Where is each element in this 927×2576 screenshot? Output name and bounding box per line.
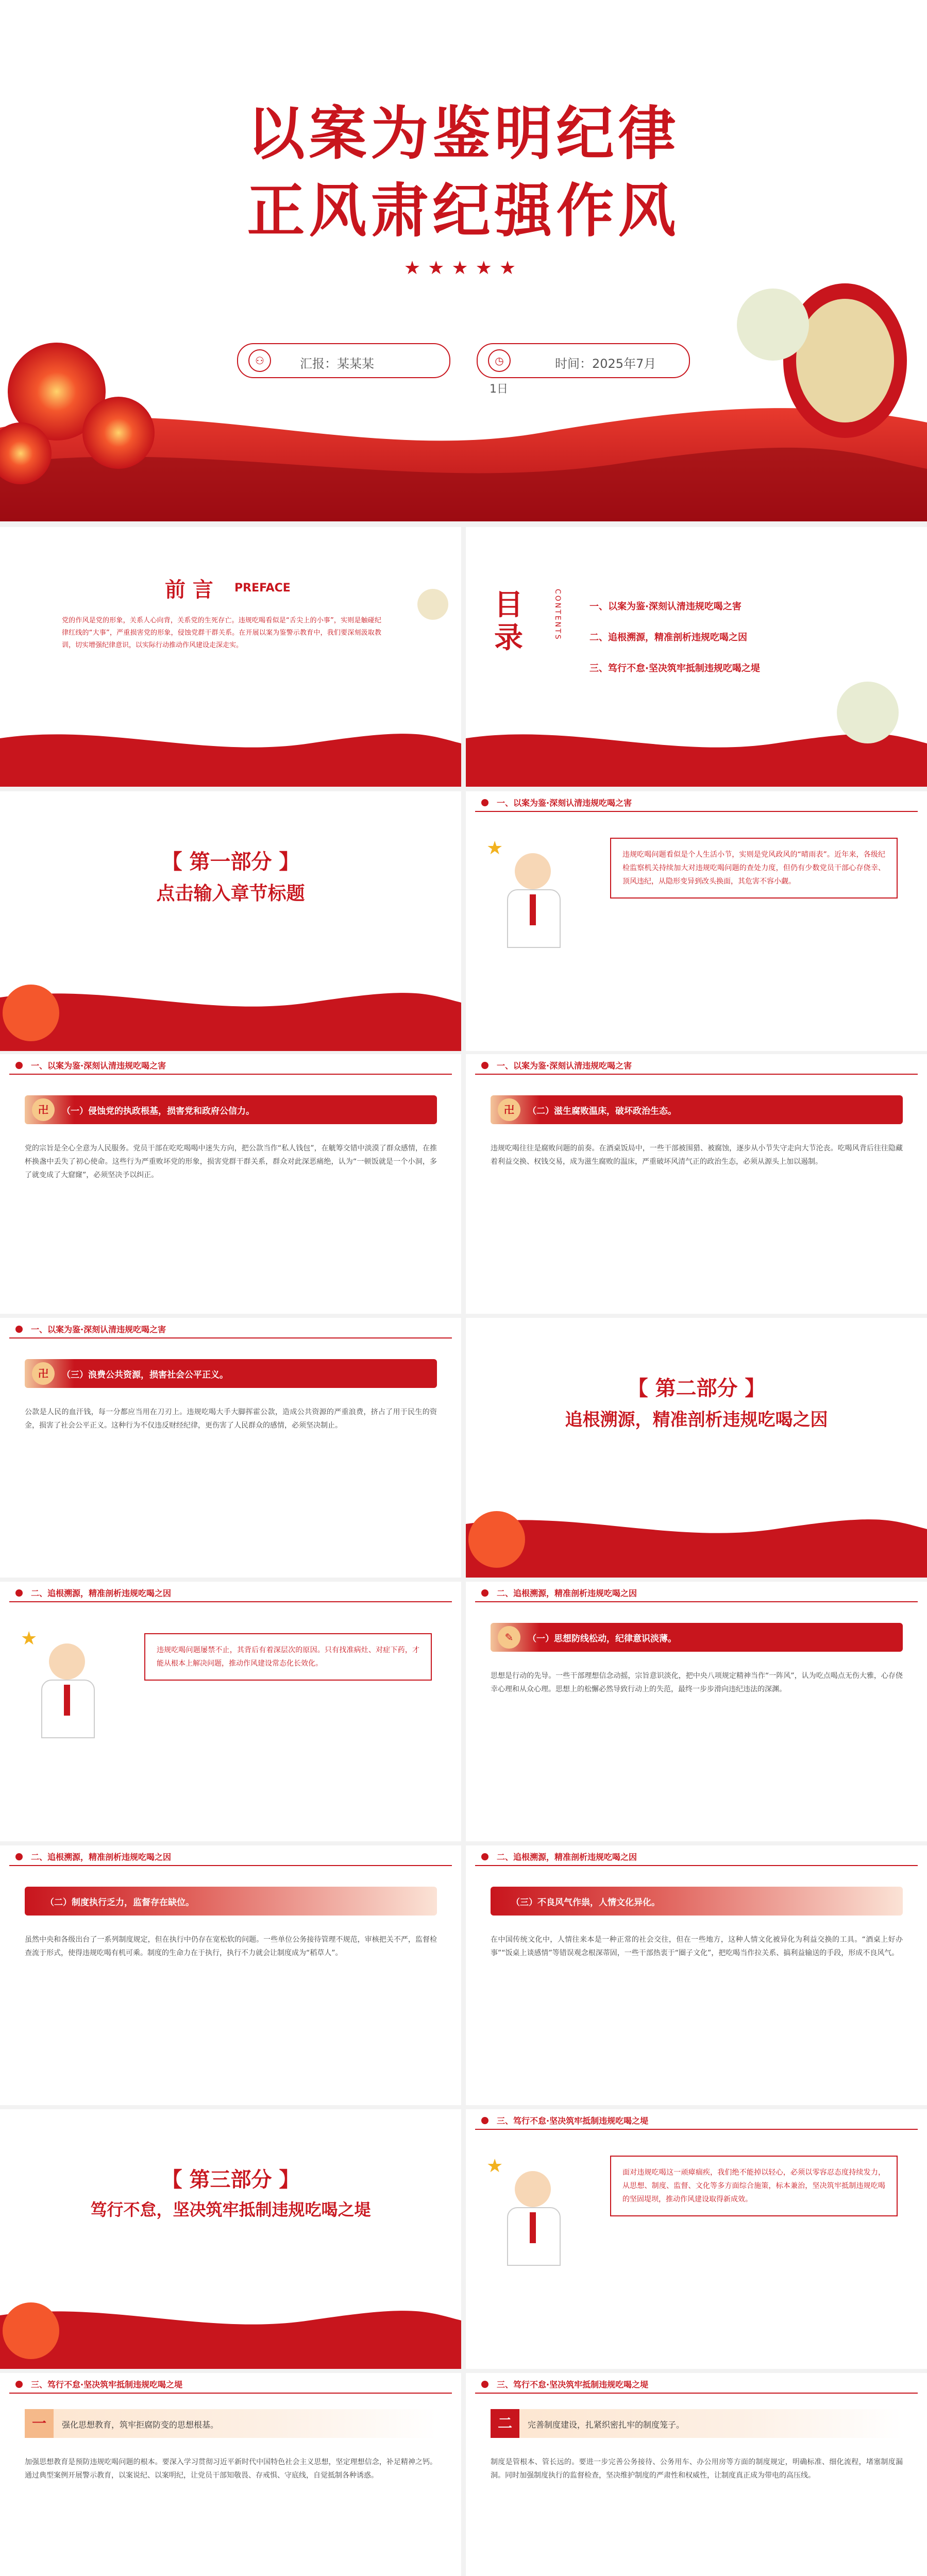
- header-rule: [9, 1337, 452, 1338]
- header-title: 三、笃行不怠·坚决筑牢抵制违规吃喝之堤: [497, 2116, 649, 2126]
- section-body: 思想是行动的先导。一些干部理想信念动摇，宗旨意识淡化，把中央八项规定精神当作“一阵风”，认为吃点喝点无伤大雅，心存侥幸心理和从众心理。思想上的松懈必然导致行动上的失范，最终一步步滑向违纪违法的深渊。: [491, 1672, 903, 1693]
- part2-label: 【 第二部分 】: [627, 1377, 766, 1400]
- ribbon-art: [0, 527, 461, 787]
- section-bar-title: （一）思想防线松动，纪律意识淡薄。: [528, 1634, 677, 1644]
- part-art: [466, 1318, 927, 1578]
- section-bar-title: （三）不良风气作祟，人情文化异化。: [511, 1897, 660, 1908]
- tab-title: 强化思想教育，筑牢拒腐防变的思想根基。: [62, 2420, 219, 2430]
- cover-slide: [0, 0, 927, 521]
- header-bullet-icon: [481, 1062, 488, 1069]
- toc-art: [466, 527, 927, 787]
- cover-title-line2: 正风肃纪强作风: [247, 177, 680, 245]
- cover-title-line1: 以案为鉴明纪律: [247, 100, 680, 167]
- header-bullet-icon: [481, 799, 488, 806]
- part1-label: 【 第一部分 】: [161, 850, 300, 874]
- slide-header: [466, 1845, 927, 1866]
- intro-note: 违规吃喝问题看似是个人生活小节，实则是党风政风的“晴雨表”。近年来，各级纪检监察机关持续加大对违规吃喝问题的查处力度，但仍有少数党员干部心存侥幸、顶风违纪，从隐形变异到改头换面，其危害不容小觑。: [610, 838, 898, 899]
- header-bullet-icon: [481, 2381, 488, 2388]
- star-icon: ★: [486, 2156, 503, 2177]
- section-bar: [25, 1887, 437, 1916]
- star-icon: ★: [21, 1628, 38, 1649]
- slide-header: [0, 1318, 461, 1338]
- part1-subtitle: 点击输入章节标题: [156, 883, 305, 904]
- header-title: 一、以案为鉴·深刻认清违规吃喝之害: [31, 1061, 166, 1071]
- tab-title: 完善制度建设，扎紧织密扎牢的制度笼子。: [528, 2420, 685, 2430]
- header-rule: [475, 2129, 918, 2130]
- preface-title-en: PREFACE: [234, 582, 291, 595]
- header-bullet-icon: [481, 2117, 488, 2124]
- s3-a-slide: [0, 2373, 461, 2576]
- section-bar: [491, 1887, 903, 1916]
- preface-body: 党的作风是党的形象，关系人心向背，关系党的生死存亡。违规吃喝看似是“舌尖上的小事”，实则是触碰纪律红线的“大事”，严重损害党的形象，侵蚀党群干群关系。在开展以案为鉴警示教育中，我们要深刻汲取教训，切实增强纪律意识，以实际行动推动作风建设走深走实。: [62, 617, 381, 649]
- slide-header: [0, 2373, 461, 2394]
- section-bar-title: （一）侵蚀党的执政根基，损害党和政府公信力。: [62, 1106, 255, 1116]
- character-illustration: [486, 838, 569, 946]
- slide-header: [0, 1054, 461, 1075]
- preface-title: 前 言: [165, 578, 213, 602]
- toc-item-2[interactable]: 二、追根溯源，精准剖析违规吃喝之因: [589, 632, 747, 643]
- header-title: 二、追根溯源，精准剖析违规吃喝之因: [31, 1588, 172, 1598]
- user-icon: ⚇: [248, 349, 271, 372]
- s3-intro-slide: [466, 2109, 927, 2369]
- badge-icon: 卍: [32, 1362, 55, 1385]
- s2-intro-slide: [0, 1582, 461, 1841]
- badge-icon: ✎: [498, 1626, 520, 1649]
- section-body: 虽然中央和各级出台了一系列制度规定，但在执行中仍存在宽松软的问题。一些单位公务接待管理不规范，审核把关不严，监督检查流于形式，使得违规吃喝有机可乘。制度的生命力在于执行，执行不力就会让制度成为“稻草人”。: [25, 1936, 437, 1957]
- section-bar-title: （二）制度执行乏力，监督存在缺位。: [45, 1897, 194, 1908]
- header-bullet-icon: [15, 1589, 23, 1597]
- numbered-tab: [25, 2409, 437, 2438]
- header-title: 一、以案为鉴·深刻认清违规吃喝之害: [497, 798, 632, 808]
- character-illustration: [486, 2156, 569, 2264]
- header-title: 三、笃行不怠·坚决筑牢抵制违规吃喝之堤: [31, 2380, 183, 2389]
- section-bar: [491, 1623, 903, 1652]
- s1-b-slide: [466, 1054, 927, 1314]
- tab-number: 二: [491, 2409, 519, 2438]
- header-title: 二、追根溯源，精准剖析违规吃喝之因: [497, 1588, 637, 1598]
- reporter-pill: [237, 343, 450, 378]
- header-rule: [9, 1074, 452, 1075]
- time-text: 时间：2025年7月: [555, 357, 656, 371]
- toc-item-3[interactable]: 三、笃行不怠·坚决筑牢抵制违规吃喝之堤: [589, 663, 760, 674]
- slide-header: [466, 2373, 927, 2394]
- section-body: 加强思想教育是预防违规吃喝问题的根本。要深入学习贯彻习近平新时代中国特色社会主义思想，坚定理想信念，补足精神之钙。通过典型案例开展警示教育，以案说纪、以案明纪，让党员干部知敬畏、存戒惧、守底线，自觉抵制各种诱惑。: [25, 2458, 437, 2480]
- intro-note: 违规吃喝问题屡禁不止，其背后有着深层次的原因。只有找准病灶、对症下药，才能从根本上解决问题，推动作风建设常态化长效化。: [144, 1633, 432, 1681]
- badge-icon: 卍: [32, 1098, 55, 1121]
- slide-header: [0, 1582, 461, 1602]
- header-rule: [9, 2393, 452, 2394]
- part1-slide: [0, 791, 461, 1051]
- header-title: 一、以案为鉴·深刻认清违规吃喝之害: [497, 1061, 632, 1071]
- section-body: 党的宗旨是全心全意为人民服务。党员干部在吃吃喝喝中迷失方向，把公款当作“私人钱包”，在觥筹交错中淡漠了群众感情，在推杯换盏中丢失了初心使命。这些行为严重败坏党的形象，损害党群干群关系，群众对此深恶痛绝，认为“一顿饭就是一个小洞，多了就变成了大窟窿”，必须坚决予以纠正。: [25, 1144, 437, 1179]
- s1-intro-slide: [466, 791, 927, 1051]
- header-bullet-icon: [15, 1853, 23, 1860]
- section-bar: [25, 1359, 437, 1388]
- header-rule: [9, 1865, 452, 1866]
- toc-item-1[interactable]: 一、以案为鉴·深刻认清违规吃喝之害: [589, 601, 741, 612]
- header-rule: [475, 811, 918, 812]
- clock-icon: ◷: [488, 349, 511, 372]
- section-bar-title: （二）滋生腐败温床，破坏政治生态。: [528, 1106, 677, 1116]
- part-art: [0, 2109, 461, 2369]
- header-title: 一、以案为鉴·深刻认清违规吃喝之害: [31, 1325, 166, 1334]
- header-rule: [475, 2393, 918, 2394]
- part3-slide: [0, 2109, 461, 2369]
- part2-slide: [466, 1318, 927, 1578]
- star-icon: ★: [486, 838, 503, 859]
- part3-label: 【 第三部分 】: [161, 2168, 300, 2192]
- toc-title-en: CONTENTS: [553, 589, 562, 641]
- header-bullet-icon: [15, 2381, 23, 2388]
- header-bullet-icon: [15, 1062, 23, 1069]
- star-divider: ★★★★★: [403, 258, 524, 279]
- header-title: 二、追根溯源，精准剖析违规吃喝之因: [497, 1852, 637, 1862]
- slide-header: [466, 1582, 927, 1602]
- time-suffix: 1日: [490, 383, 508, 396]
- header-bullet-icon: [481, 1853, 488, 1860]
- header-rule: [475, 1865, 918, 1866]
- badge-icon: 卍: [498, 1098, 520, 1121]
- tab-number: 一: [25, 2409, 54, 2438]
- header-title: 二、追根溯源，精准剖析违规吃喝之因: [31, 1852, 172, 1862]
- section-bar: [25, 1095, 437, 1124]
- slide-header: [0, 1845, 461, 1866]
- slide-header: [466, 1054, 927, 1075]
- section-bar-title: （三）浪费公共资源，损害社会公平正义。: [62, 1370, 228, 1380]
- header-rule: [475, 1601, 918, 1602]
- s2-c-slide: [466, 1845, 927, 2105]
- part-art: [0, 791, 461, 1051]
- part2-subtitle: 追根溯源，精准剖析违规吃喝之因: [565, 1410, 828, 1430]
- s2-b-slide: [0, 1845, 461, 2105]
- header-title: 三、笃行不怠·坚决筑牢抵制违规吃喝之堤: [497, 2380, 649, 2389]
- header-bullet-icon: [481, 1589, 488, 1597]
- section-body: 违规吃喝往往是腐败问题的前奏。在酒桌饭局中，一些干部被围猎、被腐蚀，逐步从小节失守走向大节沦丧。吃喝风背后往往隐藏着利益交换、权钱交易，成为滋生腐败的温床，严重破坏风清气正的政治生态，必须从源头上加以遏制。: [491, 1144, 903, 1166]
- toc-slide: [466, 527, 927, 787]
- slide-header: [466, 791, 927, 812]
- section-body: 制度是管根本、管长远的。要进一步完善公务接待、公务用车、办公用房等方面的制度规定，明确标准、细化流程，堵塞制度漏洞。同时加强制度执行的监督检查，坚决维护制度的严肃性和权威性，让制度真正成为带电的高压线。: [491, 2458, 903, 2480]
- header-rule: [475, 1074, 918, 1075]
- section-body: 公款是人民的血汗钱，每一分都应当用在刀刃上。违规吃喝大手大脚挥霍公款，造成公共资源的严重浪费，挤占了用于民生的资金，损害了社会公平正义。这种行为不仅违反财经纪律，更伤害了人民群众的感情，必须坚决制止。: [25, 1408, 437, 1430]
- time-pill: [477, 343, 690, 378]
- numbered-tab: [491, 2409, 903, 2438]
- character-illustration: [21, 1628, 103, 1736]
- section-bar: [491, 1095, 903, 1124]
- s2-a-slide: [466, 1582, 927, 1841]
- s3-b-slide: [466, 2373, 927, 2576]
- toc-title: 目录: [494, 588, 523, 655]
- s1-a-slide: [0, 1054, 461, 1314]
- section-body: 在中国传统文化中，人情往来本是一种正常的社会交往，但在一些地方，这种人情文化被异化为利益交换的工具。“酒桌上好办事”“饭桌上谈感情”等错误观念根深蒂固，一些干部热衷于“圈子文化”，把吃喝当作拉关系、搞利益输送的手段，形成不良风气。: [491, 1936, 903, 1957]
- reporter-text: 汇报：某某某: [300, 357, 374, 371]
- preface-slide: [0, 527, 461, 787]
- part3-subtitle: 笃行不怠，坚决筑牢抵制违规吃喝之堤: [90, 2200, 371, 2219]
- slide-header: [466, 2109, 927, 2130]
- header-rule: [9, 1601, 452, 1602]
- header-bullet-icon: [15, 1326, 23, 1333]
- s1-c-slide: [0, 1318, 461, 1578]
- intro-note: 面对违规吃喝这一顽瘴痼疾，我们绝不能掉以轻心，必须以零容忍态度持续发力，从思想、制度、监督、文化等多方面综合施策，标本兼治，坚决筑牢抵制违规吃喝的坚固堤坝，推动作风建设取得新成效。: [610, 2156, 898, 2216]
